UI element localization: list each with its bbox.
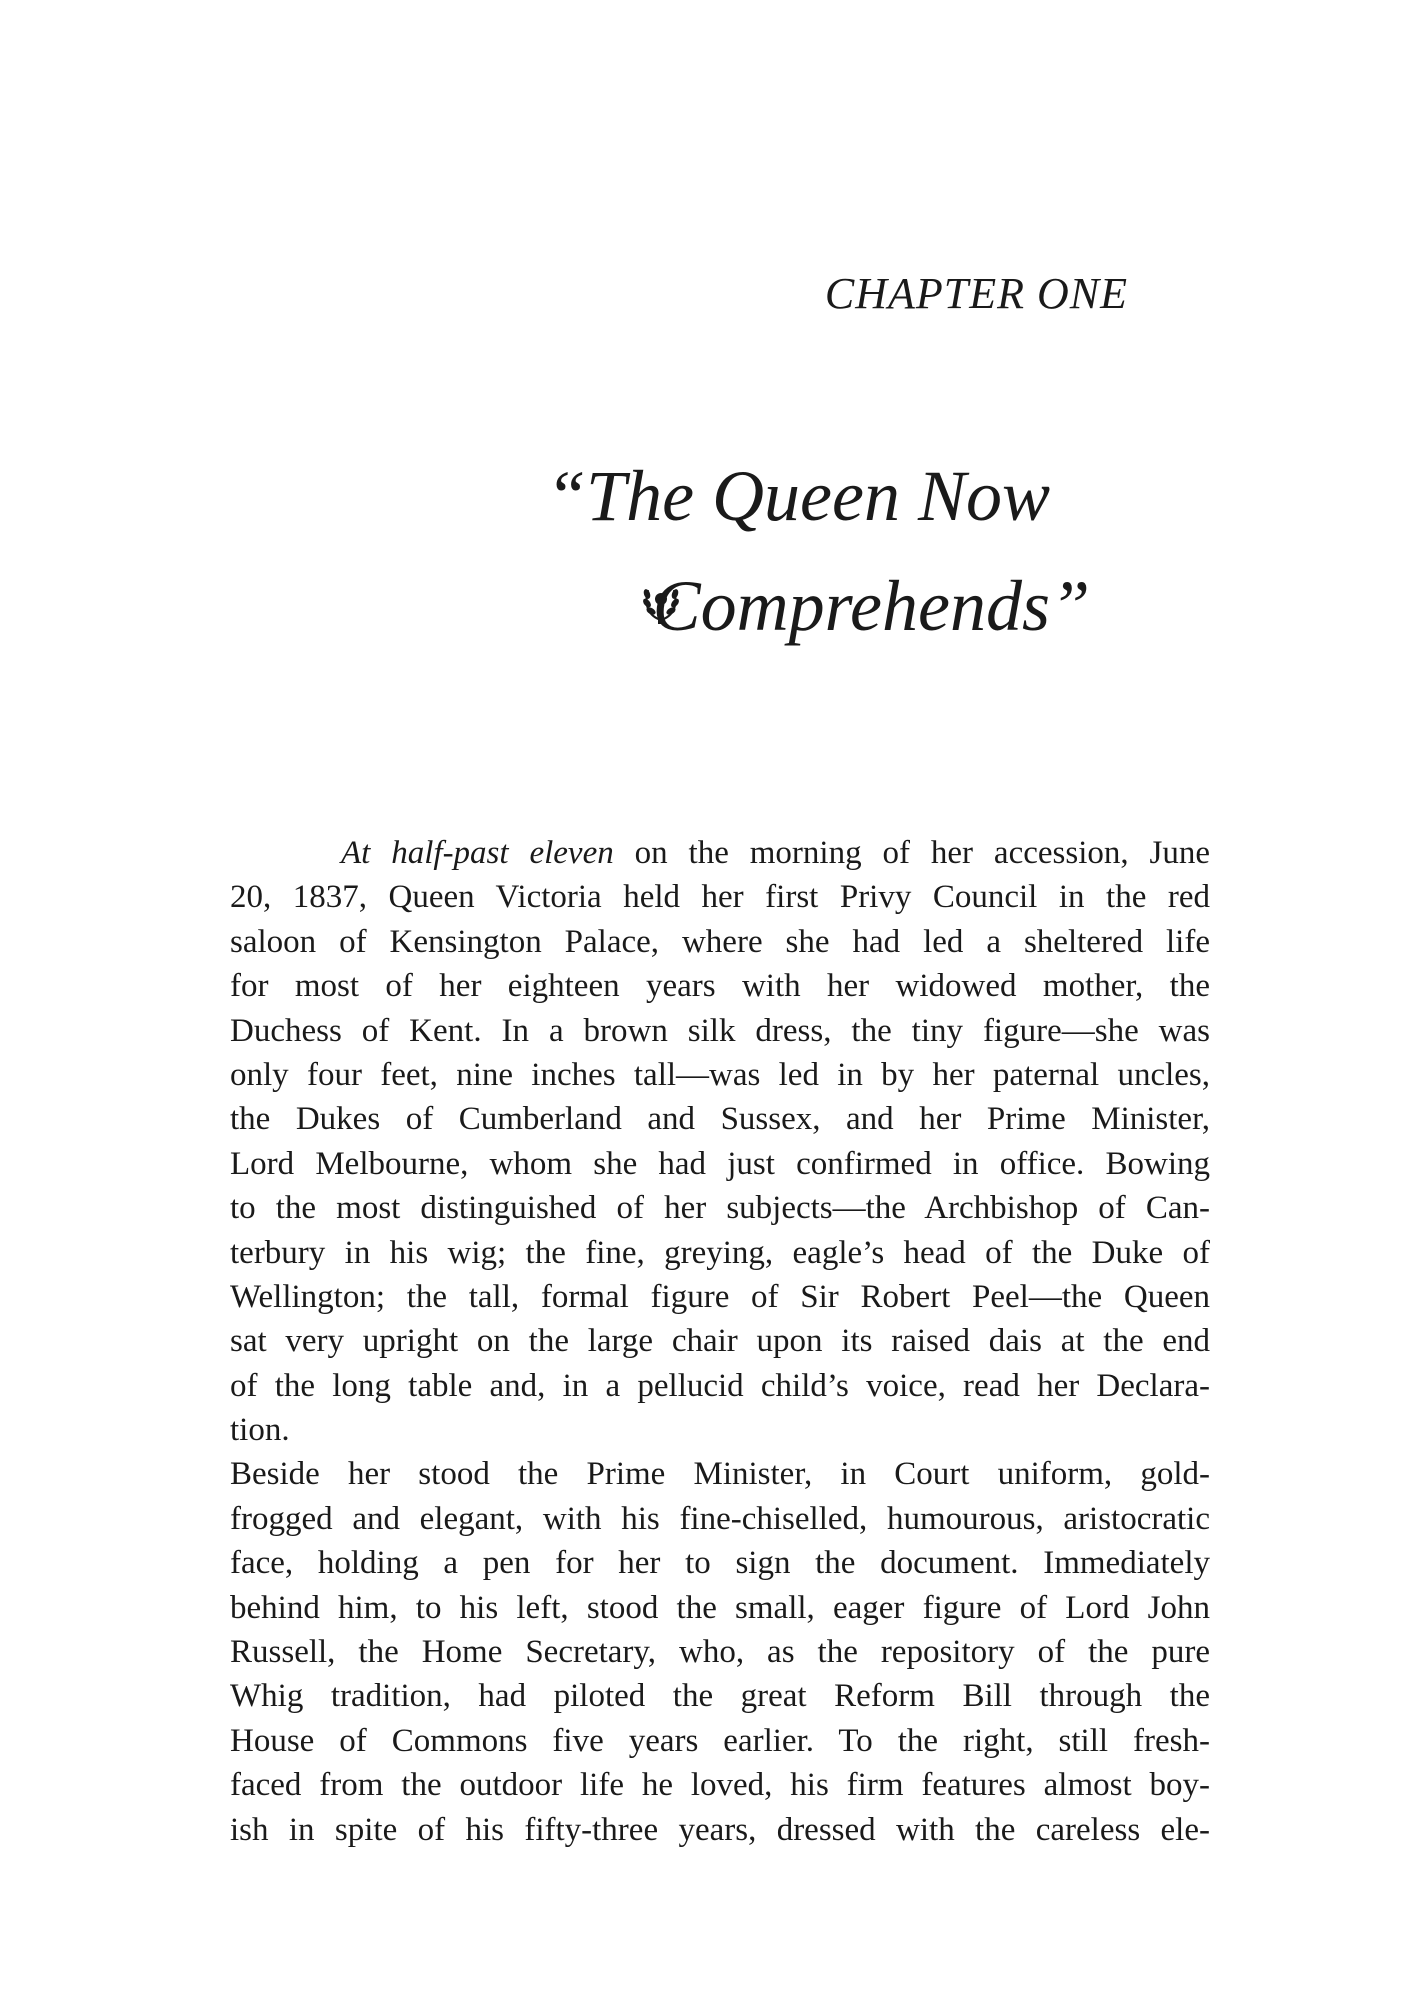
text-line: terbury in his wig; the fine, greying, eagle’s head of the Duke of [230, 1234, 1210, 1271]
text-line: ish in spite of his fifty-three years, dressed with the careless ele- [230, 1811, 1210, 1848]
text-line: only four feet, nine inches tall—was led in by her paternal uncles, [230, 1056, 1210, 1093]
text-line: for most of her eighteen years with her widowed mother, the [230, 968, 1210, 1005]
chapter-title-line-1: “The Queen Now [546, 456, 1050, 536]
text-line: Wellington; the tall, formal figure of Sir Robert Peel—the Queen [230, 1278, 1210, 1315]
text-line: Lord Melbourne, whom she had just confirmed in office. Bowing [230, 1145, 1210, 1182]
text-line: At half-past eleven on the morning of her accession, June [341, 835, 1211, 871]
text-line: Beside her stood the Prime Minister, in Court uniform, gold- [230, 1456, 1210, 1493]
text-line: behind him, to his left, stood the small, eager figure of Lord John [230, 1589, 1210, 1626]
text-line: face, holding a pen for her to sign the document. Immediately [230, 1545, 1210, 1582]
text-line: sat very upright on the large chair upon its raised dais at the end [230, 1323, 1210, 1360]
chapter-label: CHAPTER ONE [824, 269, 1128, 318]
text-line: 20, 1837, Queen Victoria held her first Privy Council in the red [230, 879, 1210, 916]
text-line: faced from the outdoor life he loved, his firm features almost boy- [230, 1767, 1210, 1804]
text-line: Russell, the Home Secretary, who, as the repository of the pure [230, 1634, 1210, 1671]
text-line: to the most distinguished of her subjects—the Archbishop of Can- [230, 1190, 1210, 1227]
text-line: the Dukes of Cumberland and Sussex, and her Prime Minister, [230, 1101, 1210, 1138]
body-text [230, 831, 1210, 1852]
chapter-title-line-2: Comprehends” [652, 566, 1090, 646]
text-line: frogged and elegant, with his fine-chiselled, humourous, aristocratic [230, 1500, 1210, 1537]
lead-in-italic: At half-past eleven [341, 835, 614, 871]
text-line: saloon of Kensington Palace, where she had led a sheltered life [230, 923, 1210, 960]
text-line: tion. [230, 1412, 290, 1449]
text-line: Duchess of Kent. In a brown silk dress, the tiny figure—she was [230, 1012, 1210, 1049]
text-line: of the long table and, in a pellucid child’s voice, read her Declara- [230, 1367, 1210, 1404]
text-line: House of Commons five years earlier. To the right, still fresh- [230, 1722, 1210, 1759]
text-line: Whig tradition, had piloted the great Reform Bill through the [230, 1678, 1210, 1715]
